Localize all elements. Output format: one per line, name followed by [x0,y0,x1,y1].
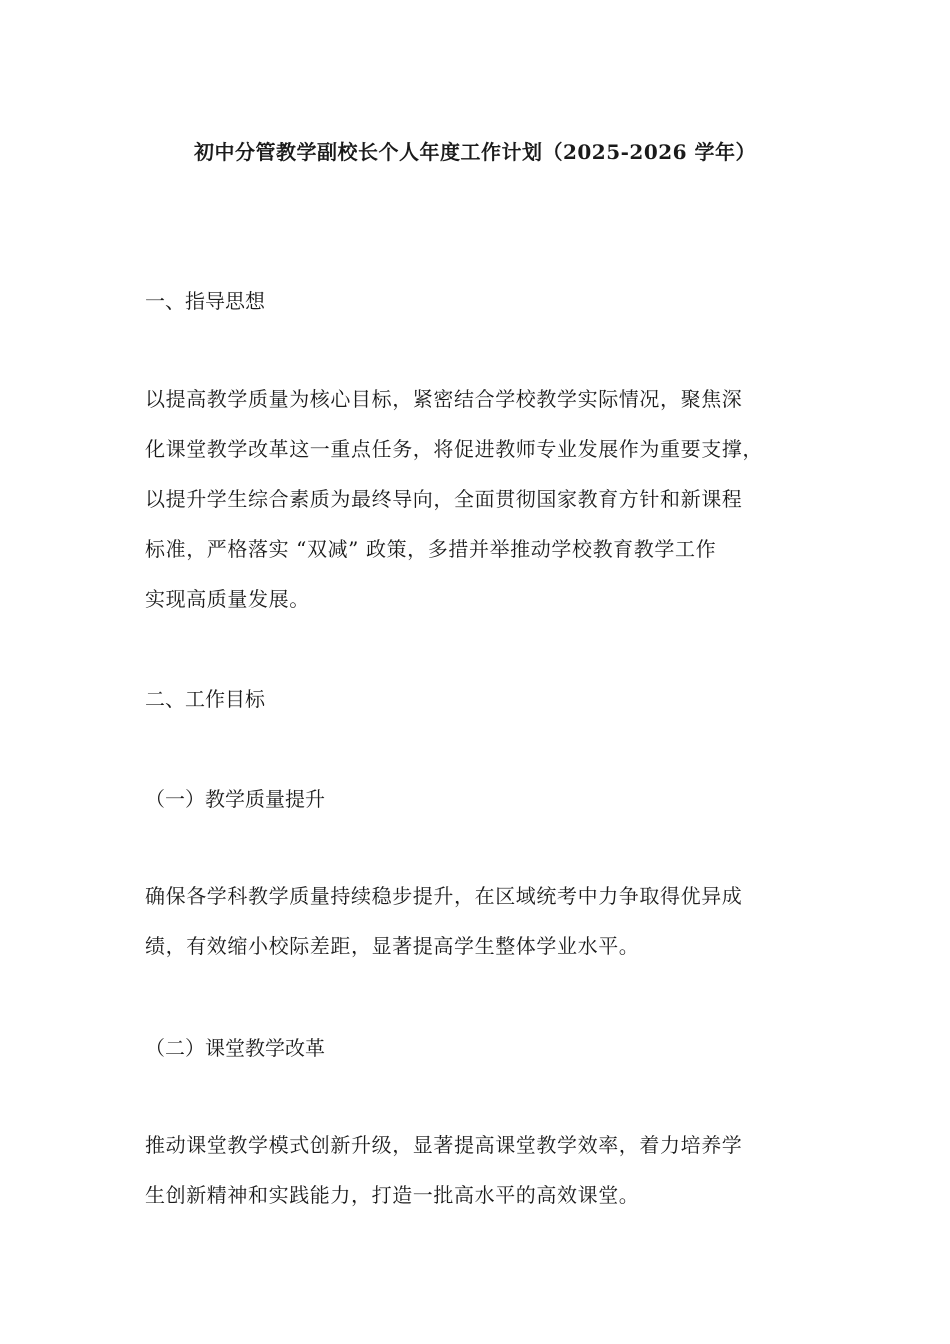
paragraph-line: 实现高质量发展。 [145,587,310,611]
subsection-paragraph-classroom-reform [145,1120,835,1220]
section-heading-work-goals: 二、工作目标 [145,687,265,711]
paragraph-line: 绩，有效缩小校际差距，显著提高学生整体学业水平。 [145,934,640,958]
paragraph-line: 确保各学科教学质量持续稳步提升，在区域统考中力争取得优异成 [145,884,743,908]
paragraph-line: 标准，严格落实 “双减” 政策，多措并举推动学校教育教学工作 [145,537,717,561]
paragraph-line: 推动课堂教学模式创新升级，显著提高课堂教学效率，着力培养学 [145,1133,743,1157]
document-title: 初中分管教学副校长个人年度工作计划（2025-2026 学年） [193,140,757,164]
subsection-paragraph-quality [145,871,835,971]
paragraph-line: 生创新精神和实践能力，打造一批高水平的高效课堂。 [145,1183,640,1207]
paragraph-line: 以提升学生综合素质为最终导向，全面贯彻国家教育方针和新课程 [145,487,743,511]
subsection-heading-classroom-reform: （二）课堂教学改革 [145,1036,325,1060]
section-heading-guiding-ideology: 一、指导思想 [145,289,265,313]
section-paragraph-guiding-ideology [145,374,835,624]
paragraph-line: 以提高教学质量为核心目标，紧密结合学校教学实际情况，聚焦深 [145,387,743,411]
subsection-heading-quality: （一）教学质量提升 [145,787,325,811]
paragraph-line: 化课堂教学改革这一重点任务，将促进教师专业发展作为重要支撑， [145,437,763,461]
